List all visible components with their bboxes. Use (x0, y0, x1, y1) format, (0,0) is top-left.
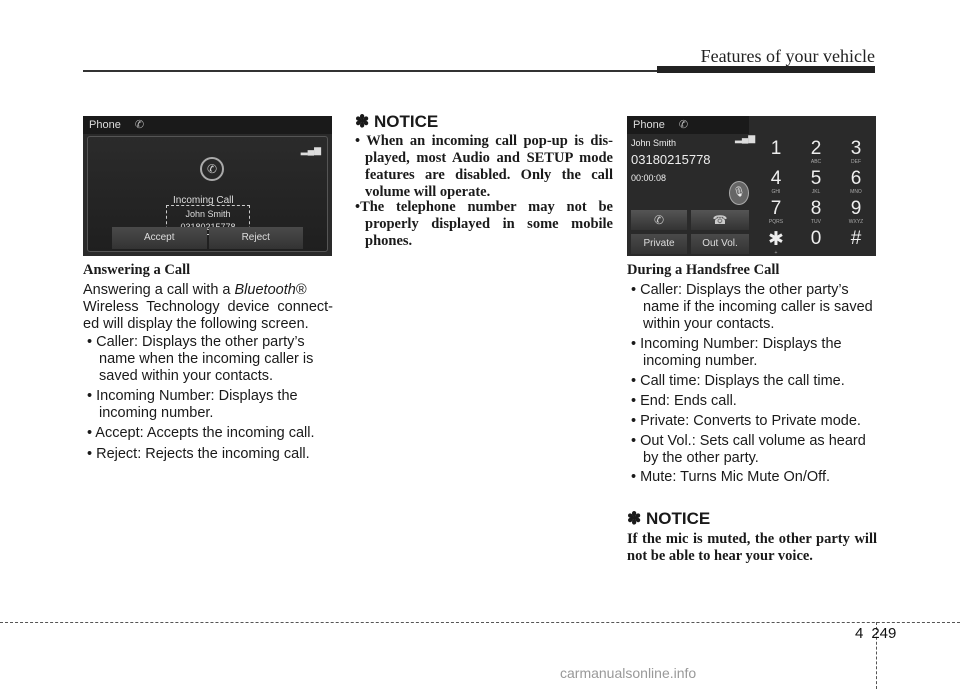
keypad-key[interactable] (801, 228, 831, 250)
notice-item-number: •The telephone number may not be properly displayed in some mobile phones. (355, 199, 613, 249)
key-letters: DEF (851, 159, 861, 165)
incoming-call-label: Incoming Call (173, 195, 234, 206)
key-letters: TUV (811, 219, 821, 225)
notice-title: ✽ NOTICE (355, 112, 439, 131)
right-bullet-private: • Private: Converts to Private mode. (631, 413, 861, 429)
key-digit: 4 (770, 168, 782, 189)
answering-heading: Answering a Call (83, 262, 191, 278)
keypad-key[interactable] (801, 198, 831, 224)
key-digit: ✱ (768, 229, 784, 250)
signal-icon: ▂▄▆ (300, 145, 321, 155)
handsfree-heading: During a Handsfree Call (627, 262, 780, 278)
key-digit: 1 (770, 138, 782, 159)
keypad-key[interactable] (801, 138, 831, 164)
key-letters: MNO (850, 189, 862, 195)
key-letters: ABC (810, 159, 822, 165)
intro-text (83, 282, 333, 333)
notice-mic-text: If the mic is muted, the other party will not be able to hear your voice. (627, 531, 877, 564)
call-info (631, 138, 753, 183)
left-bullet-accept: • Accept: Accepts the incoming call. (87, 425, 315, 441)
caller-name: John Smith (631, 138, 677, 148)
screen-header (627, 116, 749, 134)
signal-icon: ▂▄▆ (735, 133, 756, 143)
keypad (755, 134, 876, 256)
header-title: Features of your vehicle (700, 46, 875, 66)
keypad-key[interactable] (841, 228, 871, 250)
phone-icon: ✆ (678, 119, 689, 131)
key-letters: JKL (811, 189, 821, 195)
chapter-number: 4 (855, 625, 864, 642)
private-button[interactable]: Private (631, 234, 687, 254)
keypad-key[interactable] (841, 168, 871, 194)
key-digit: 7 (770, 198, 782, 219)
accept-button[interactable]: Accept (112, 227, 207, 249)
keypad-key[interactable] (761, 168, 791, 194)
key-letters: + (774, 250, 778, 256)
app-title: Phone (89, 119, 121, 131)
call-time: 00:00:08 (631, 173, 667, 183)
right-bullet-outvol: • Out Vol.: Sets call volume as heard by the other party. (631, 433, 866, 466)
handsfree-call-screenshot (627, 116, 876, 256)
key-digit: 6 (850, 168, 862, 189)
key-letters: PQRS (768, 219, 784, 225)
keypad-key[interactable] (761, 138, 791, 160)
left-bullet-reject: • Reject: Rejects the incoming call. (87, 446, 310, 462)
intro-brand: Bluetooth® (234, 282, 307, 298)
mute-icon[interactable]: 🎙 (729, 181, 749, 205)
key-digit: 8 (810, 198, 822, 219)
phone-icon: ✆ (134, 119, 145, 131)
caller-name: John Smith (185, 209, 231, 219)
key-letters: GHI (771, 189, 781, 195)
keypad-key[interactable] (841, 138, 871, 164)
left-bullet-caller: • Caller: Displays the other party’s name when the incoming caller is saved within your contacts. (87, 334, 314, 384)
answer-icon-button[interactable]: ✆ (631, 210, 687, 230)
right-bullet-time: • Call time: Displays the call time. (631, 373, 845, 389)
key-digit: 3 (850, 138, 862, 159)
key-digit: 9 (850, 198, 862, 219)
right-bullet-caller: • Caller: Displays the other party’s name if the incoming caller is saved within your contacts. (631, 282, 873, 332)
key-digit: 5 (810, 168, 822, 189)
key-digit: 0 (810, 228, 822, 249)
reject-button[interactable]: Reject (209, 227, 304, 249)
incoming-call-screenshot (83, 116, 332, 256)
out-vol-button[interactable]: Out Vol. (691, 234, 749, 254)
right-bullet-mute: • Mute: Turns Mic Mute On/Off. (631, 469, 831, 485)
call-icon: ✆ (200, 157, 224, 181)
app-title: Phone (633, 119, 665, 131)
right-bullet-end: • End: Ends call. (631, 393, 737, 409)
right-bullet-number: • Incoming Number: Displays the incoming number. (631, 336, 842, 369)
watermark: carmanualsonline.info (560, 665, 697, 681)
page-number-value: 249 (871, 625, 897, 642)
page-number (855, 625, 896, 642)
left-bullet-number: • Incoming Number: Displays the incoming number. (87, 388, 298, 421)
keypad-key[interactable] (841, 198, 871, 224)
keypad-key[interactable] (761, 198, 791, 224)
key-digit: # (850, 228, 862, 249)
screen-header (83, 116, 332, 134)
header-bar (657, 66, 875, 73)
caller-number: 03180215778 (631, 152, 711, 167)
screen-body (87, 136, 328, 252)
key-digit: 2 (810, 138, 822, 159)
call-actions (112, 227, 303, 249)
notice-item-popup: • When an incoming call pop-up is dis-played, most Audio and SETUP mode features are disabled. Only the call volume will operate. (355, 133, 613, 200)
intro-b: Wireless Technology device connect-ed will display the following screen. (83, 299, 333, 332)
key-letters: WXYZ (848, 219, 864, 225)
keypad-key[interactable] (761, 228, 791, 255)
end-call-icon-button[interactable]: ☎ (691, 210, 749, 230)
intro-a: Answering a call with a (83, 282, 235, 298)
keypad-key[interactable] (801, 168, 831, 194)
page-rule (0, 622, 960, 623)
notice-title: ✽ NOTICE (627, 509, 711, 528)
